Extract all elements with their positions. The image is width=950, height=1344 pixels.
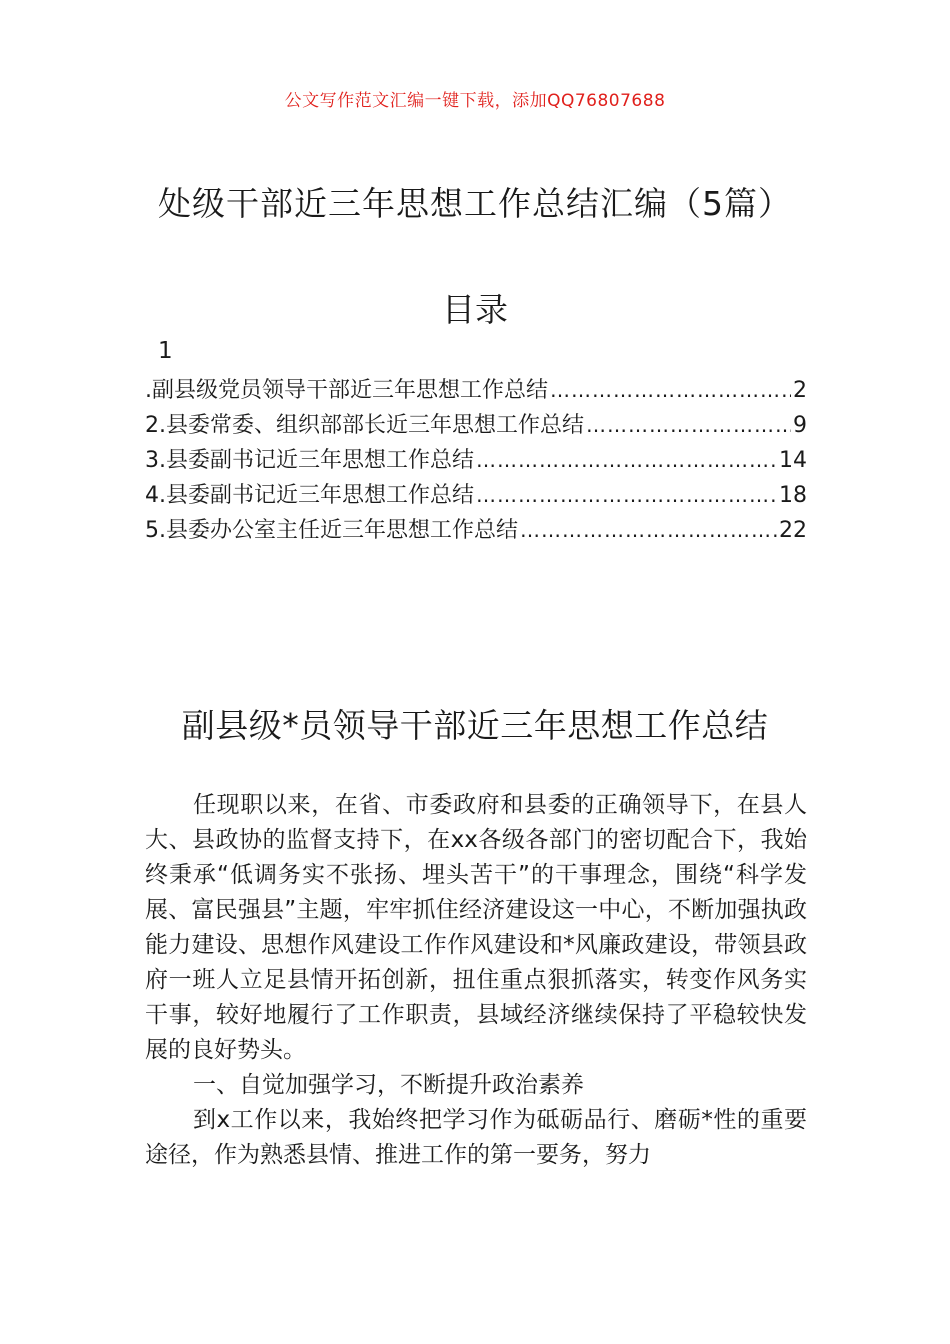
body-subheading: 一、自觉加强学习，不断提升政治素养 bbox=[193, 1072, 584, 1098]
toc-entry-label: .副县级党员领导干部近三年思想工作总结 bbox=[145, 378, 548, 403]
toc-entry-page: 14 bbox=[779, 448, 807, 473]
toc-entry-page: 22 bbox=[779, 518, 807, 543]
toc-entry-2[interactable] bbox=[145, 408, 807, 443]
toc-entry-1[interactable] bbox=[145, 373, 807, 408]
toc-entry-5[interactable] bbox=[145, 513, 807, 548]
toc-entry-page: 18 bbox=[779, 483, 807, 508]
promo-header: 公文写作范文汇编一键下载，添加QQ76807688 bbox=[284, 91, 666, 111]
section-body bbox=[145, 788, 807, 1173]
toc-entry-3[interactable] bbox=[145, 443, 807, 478]
toc-first-number: 1 bbox=[158, 338, 173, 364]
body-paragraph: 任现职以来，在省、市委政府和县委的正确领导下，在县人大、县政协的监督支持下，在xx各级各部门的密切配合下，我始终秉承“低调务实不张扬、埋头苦干”的干事理念，围绕“科学发展、富民强县”主题，牢牢抓住经济建设这一中心，不断加强执政能力建设、思想作风建设工作作风建设和*风廉政建设，带领县政府一班人立足县情开拓创新，扭住重点狠抓落实，转变作风务实干事，较好地履行了工作职责，县域经济继续保持了平稳较快发展的良好势头。 bbox=[145, 792, 807, 1063]
document-title: 处级干部近三年思想工作总结汇编（5篇） bbox=[158, 184, 792, 223]
toc-entry-page: 2 bbox=[793, 378, 807, 403]
toc-dot-leader bbox=[476, 483, 777, 507]
toc-list bbox=[145, 373, 807, 548]
toc-entry-label: 5.县委办公室主任近三年思想工作总结 bbox=[145, 518, 518, 543]
toc-dot-leader bbox=[476, 448, 777, 472]
toc-dot-leader bbox=[550, 378, 791, 402]
toc-dot-leader bbox=[586, 413, 791, 437]
body-paragraph: 到x工作以来，我始终把学习作为砥砺品行、磨砺*性的重要途径，作为熟悉县情、推进工作的第一要务，努力 bbox=[145, 1107, 807, 1168]
section-title: 副县级*员领导干部近三年思想工作总结 bbox=[181, 706, 769, 745]
toc-entry-label: 3.县委副书记近三年思想工作总结 bbox=[145, 448, 474, 473]
toc-heading: 目录 bbox=[442, 290, 508, 329]
toc-entry-label: 4.县委副书记近三年思想工作总结 bbox=[145, 483, 474, 508]
toc-entry-4[interactable] bbox=[145, 478, 807, 513]
toc-entry-label: 2.县委常委、组织部部长近三年思想工作总结 bbox=[145, 413, 584, 438]
toc-dot-leader bbox=[520, 518, 777, 542]
toc-entry-page: 9 bbox=[793, 413, 807, 438]
